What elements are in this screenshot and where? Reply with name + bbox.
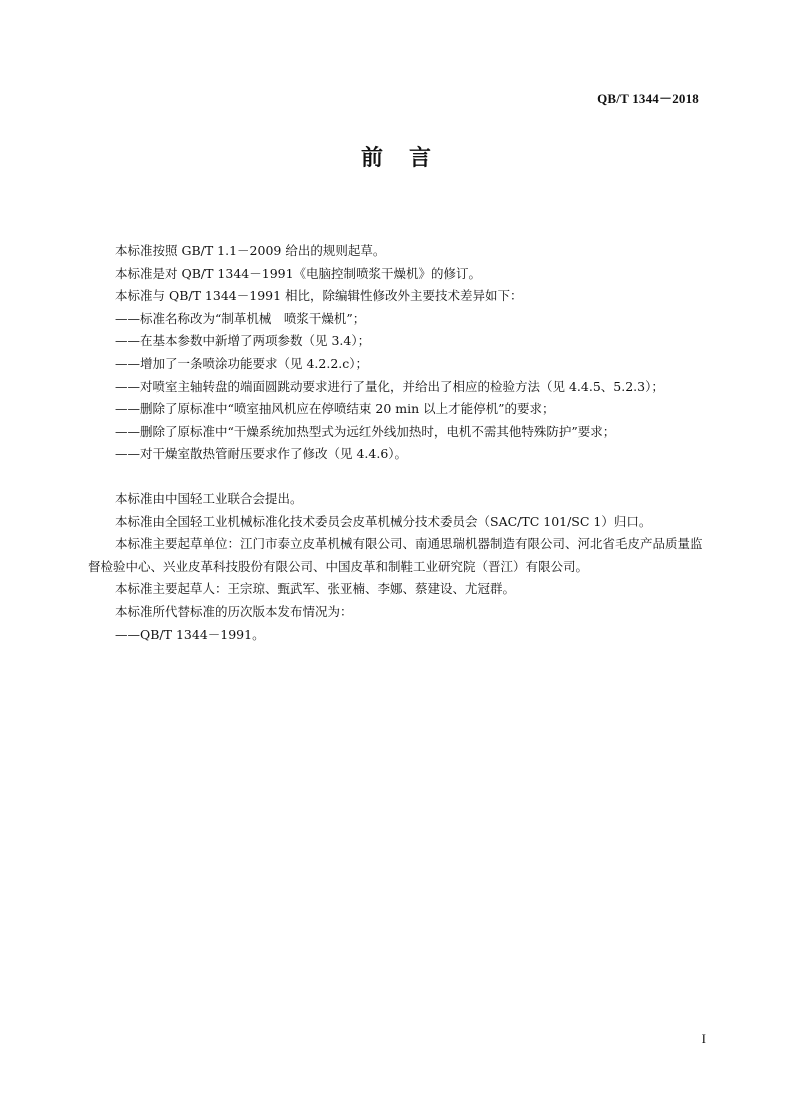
change-item: ——增加了一条喷涂功能要求（见 4.2.2.c）； (115, 355, 369, 371)
change-item: ——对干燥室散热管耐压要求作了修改（见 4.4.6）。 (115, 446, 408, 462)
paragraph-drafters: 本标准主要起草人：王宗琼、甄武军、张亚楠、李娜、蔡建设、尤冠群。 (115, 581, 516, 597)
paragraph-drafting-rules: 本标准按照 GB/T 1.1－2009 给出的规则起草。 (115, 243, 386, 258)
page-title: 前言 (360, 146, 457, 171)
previous-edition-item: ——QB/T 1344－1991。 (115, 626, 265, 642)
change-item: ——在基本参数中新增了两项参数（见 3.4）； (115, 333, 371, 349)
standard-code: QB/T 1344－2018 (597, 91, 699, 106)
paragraph-under-jurisdiction: 本标准由全国轻工业机械标准化技术委员会皮革机械分技术委员会（SAC/TC 101/SC 1）归口。 (115, 513, 652, 529)
paragraph-gap (88, 466, 708, 488)
paragraph-revision-of: 本标准是对 QB/T 1344－1991《电脑控制喷浆干燥机》的修订。 (115, 265, 482, 281)
change-item: ——删除了原标准中“喷室抽风机应在停喷结束 20 min 以上才能停机”的要求； (115, 401, 555, 417)
change-item: ——对喷室主轴转盘的端面圆跳动要求进行了量化，并给出了相应的检验方法（见 4.4.5、5.2.3）； (115, 378, 664, 394)
foreword-body (88, 240, 708, 646)
change-item: ——删除了原标准中“干燥系统加热型式为远红外线加热时，电机不需其他特殊防护”要求； (115, 423, 616, 439)
page-number: I (701, 1031, 706, 1046)
paragraph-proposed-by: 本标准由中国轻工业联合会提出。 (115, 490, 303, 506)
paragraph-previous-editions: 本标准所代替标准的历次版本发布情况为： (115, 603, 353, 619)
paragraph-drafting-units: 本标准主要起草单位：江门市泰立皮革机械有限公司、南通思瑞机器制造有限公司、河北省毛皮产品质量监督检验中心、兴业皮革科技股份有限公司、中国皮革和制鞋工业研究院（晋江）有限公司。 (88, 536, 703, 574)
paragraph-differences-intro: 本标准与 QB/T 1344－1991 相比，除编辑性修改外主要技术差异如下： (115, 288, 523, 304)
change-item: ——标准名称改为“制革机械 喷浆干燥机”； (115, 310, 366, 326)
